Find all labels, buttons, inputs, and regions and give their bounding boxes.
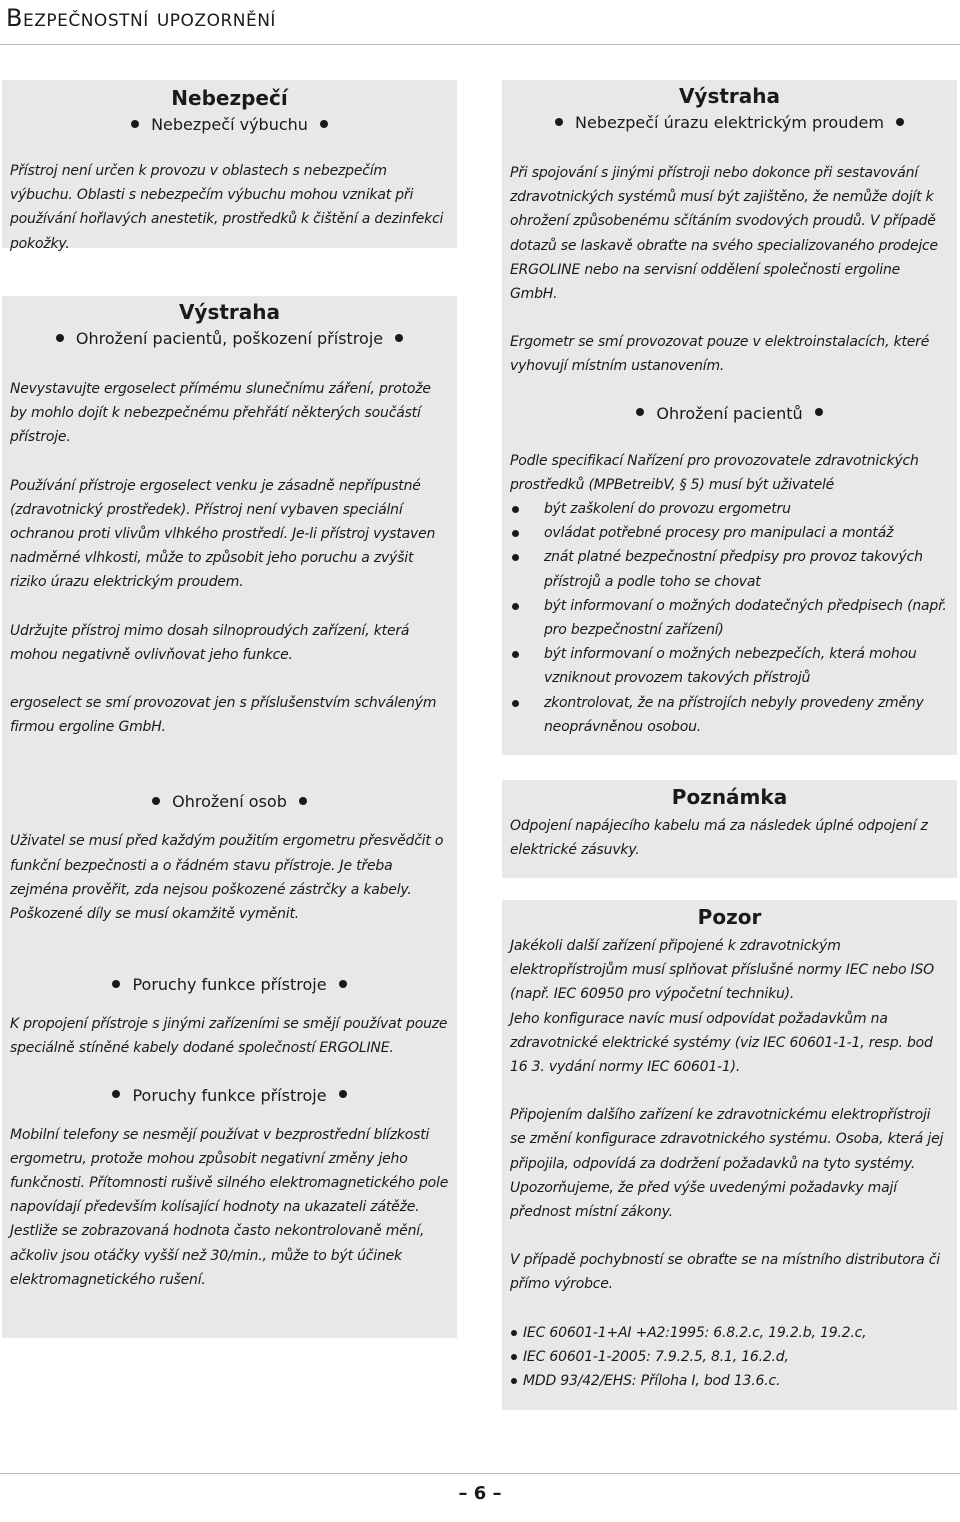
bullet-dot-icon: [320, 120, 328, 128]
electric-warning-subtitle: Nebezpečí úrazu elektrickým proudem: [510, 110, 949, 136]
caution-paragraph: V případě pochybností se obraťte se na místního distributora či přímo výrobce.: [510, 1252, 940, 1293]
caution-paragraph: Připojením dalšího zařízení ke zdravotnickému elektropřístroji se změní konfigurace zdravotnického systému. Osoba, která jej připojila, odpovídá za dodržení požadavků na tyto systémy. Upozorňujeme, že před výše uvedenými požadavky mají přednost místní zákony.: [510, 1107, 944, 1221]
warning-title: Výstraha: [178, 300, 281, 324]
page-title: Bezpečnostní upozornění: [6, 4, 276, 32]
caution-box: [502, 900, 957, 1410]
bullet-dot-icon: [636, 408, 644, 416]
danger-explosion-box: [2, 80, 457, 252]
bullet-dot-icon: [131, 120, 139, 128]
list-item: být informovaní o možných dodatečných předpisech (např. pro bezpečnostní zařízení): [510, 594, 949, 642]
warning-paragraph: ergoselect se smí provozovat jen s příslušenstvím schváleným firmou ergoline GmbH.: [10, 695, 437, 736]
bullet-dot-icon: [339, 1090, 347, 1098]
list-item: MDD 93/42/EHS: Příloha I, bod 13.6.c.: [510, 1369, 949, 1393]
warning-subtitle: Ohrožení pacientů, poškození přístroje: [10, 326, 449, 352]
electric-paragraph: Při spojování s jinými přístroji nebo dokonce při sestavování zdravotnických systémů musí být zajištěno, že nemůže dojít k ohrožení způsobenému sčítáním svodových proudů. V případě dotazů se laskavě obraťte na svého specializovaného prodejce ERGOLINE nebo na servisní oddělení společnosti ergoline GmbH.: [510, 165, 938, 303]
malfunction-text: K propojení přístroje s jinými zařízeními se smějí používat pouze speciálně stíněné kabely dodané společností ERGOLINE.: [10, 1016, 448, 1057]
list-item: IEC 60601-1+AI +A2:1995: 6.8.2.c, 19.2.b, 19.2.c,: [510, 1321, 949, 1345]
bullet-dot-icon: [815, 408, 823, 416]
note-box: [502, 780, 957, 878]
list-item: být informovaní o možných nebezpečích, která mohou vzniknout provozem takových přístrojů: [510, 642, 949, 690]
bullet-dot-icon: [299, 797, 307, 805]
electric-warning-title: Výstraha: [678, 84, 781, 108]
bullet-dot-icon: [112, 980, 120, 988]
warning-patients-box: [2, 296, 457, 1338]
malfunction-subtitle-2: Poruchy funkce přístroje: [10, 1083, 449, 1109]
footer-divider: [0, 1473, 960, 1474]
list-item: znát platné bezpečnostní předpisy pro provoz takových přístrojů a podle toho se chovat: [510, 545, 949, 593]
bullet-dot-icon: [112, 1090, 120, 1098]
page-number: – 6 –: [458, 1483, 502, 1504]
list-item: zkontrolovat, že na přístrojích nebyly provedeny změny neoprávněnou osobou.: [510, 691, 949, 739]
caution-paragraph: Jakékoli další zařízení připojené k zdravotnickým elektropřístrojům musí splňovat příslušné normy IEC nebo ISO (např. IEC 60950 pro výpočetní techniku).: [510, 938, 934, 1003]
bullet-dot-icon: [152, 797, 160, 805]
patients-intro: Podle specifikací Nařízení pro provozovatele zdravotnických prostředků (MPBetreibV, § 5) musí být uživatelé: [510, 452, 919, 493]
bullet-dot-icon: [896, 118, 904, 126]
bullet-dot-icon: [339, 980, 347, 988]
warning-paragraph: Používání přístroje ergoselect venku je zásadně nepřípustné (zdravotnický prostředek). Přístroj není vybaven speciální ochranou proti vlivům vlhkého prostředí. Je-li přístroj vystaven nadměrné vlhkosti, může to způsobit jeho poruchu a zvýšit riziko úrazu elektrickým proudem.: [10, 477, 436, 591]
list-item: IEC 60601-1-2005: 7.9.2.5, 8.1, 16.2.d,: [510, 1345, 949, 1369]
warning-electric-box: [502, 80, 957, 755]
bullet-dot-icon: [56, 334, 64, 342]
bullet-dot-icon: [555, 118, 563, 126]
standards-list: [510, 1321, 949, 1394]
danger-title: Nebezpečí: [171, 86, 288, 110]
malfunction-subtitle: Poruchy funkce přístroje: [10, 972, 449, 998]
note-title: Poznámka: [671, 785, 788, 809]
bullet-dot-icon: [395, 334, 403, 342]
list-item: být zaškolení do provozu ergometru: [510, 497, 949, 521]
list-item: ovládat potřebné procesy pro manipulaci a montáž: [510, 521, 949, 545]
malfunction-text-2: Mobilní telefony se nesmějí používat v bezprostřední blízkosti ergometru, protože mohou způsobit negativní změny jeho funkčnosti. Přítomnosti rušivě silného elektromagnetického pole napovídají především kolísající hodnoty na ukazateli zátěže. Jestliže se zobrazovaná hodnota často nekontrolovaně mění, ačkoliv jsou otáčky vyšší než 30/min., může to být účinek elektromagnetického rušení.: [10, 1126, 449, 1288]
warning-paragraph: Udržujte přístroj mimo dosah silnoproudých zařízení, která mohou negativně ovlivňovat jeho funkce.: [10, 622, 410, 663]
note-text: Odpojení napájecího kabelu má za následek úplné odpojení z elektrické zásuvky.: [510, 818, 928, 859]
caution-title: Pozor: [697, 905, 762, 929]
warning-paragraph: Nevystavujte ergoselect přímému slunečnímu záření, protože by mohlo dojít k nebezpečnému přehřátí některých součástí přístroje.: [10, 381, 431, 446]
title-divider: [0, 44, 960, 45]
persons-text: Uživatel se musí před každým použitím ergometru přesvědčit o funkční bezpečnosti a o řádném stavu přístroje. Je třeba zejména prověřit, zda nejsou poškozené zástrčky a kabely. Poškozené díly se musí okamžitě vyměnit.: [10, 833, 444, 923]
patients-subtitle: Ohrožení pacientů: [510, 401, 949, 427]
danger-text: Přístroj není určen k provozu v oblastech s nebezpečím výbuchu. Oblasti s nebezpečím výbuchu mohou vznikat při používání hořlavých anestetik, prostředků k čištění a dezinfekci pokožky.: [10, 163, 444, 252]
danger-subtitle: Nebezpečí výbuchu: [10, 112, 449, 138]
electric-paragraph: Ergometr se smí provozovat pouze v elektroinstalacích, které vyhovují místním ustanovením.: [510, 334, 930, 375]
user-requirements-list: [510, 497, 949, 739]
caution-paragraph: Jeho konfigurace navíc musí odpovídat požadavkům na zdravotnické elektrické systémy (viz IEC 60601-1-1, resp. bod 16 3. vydání normy IEC 60601-1).: [510, 1010, 933, 1076]
persons-subtitle: Ohrožení osob: [10, 789, 449, 815]
